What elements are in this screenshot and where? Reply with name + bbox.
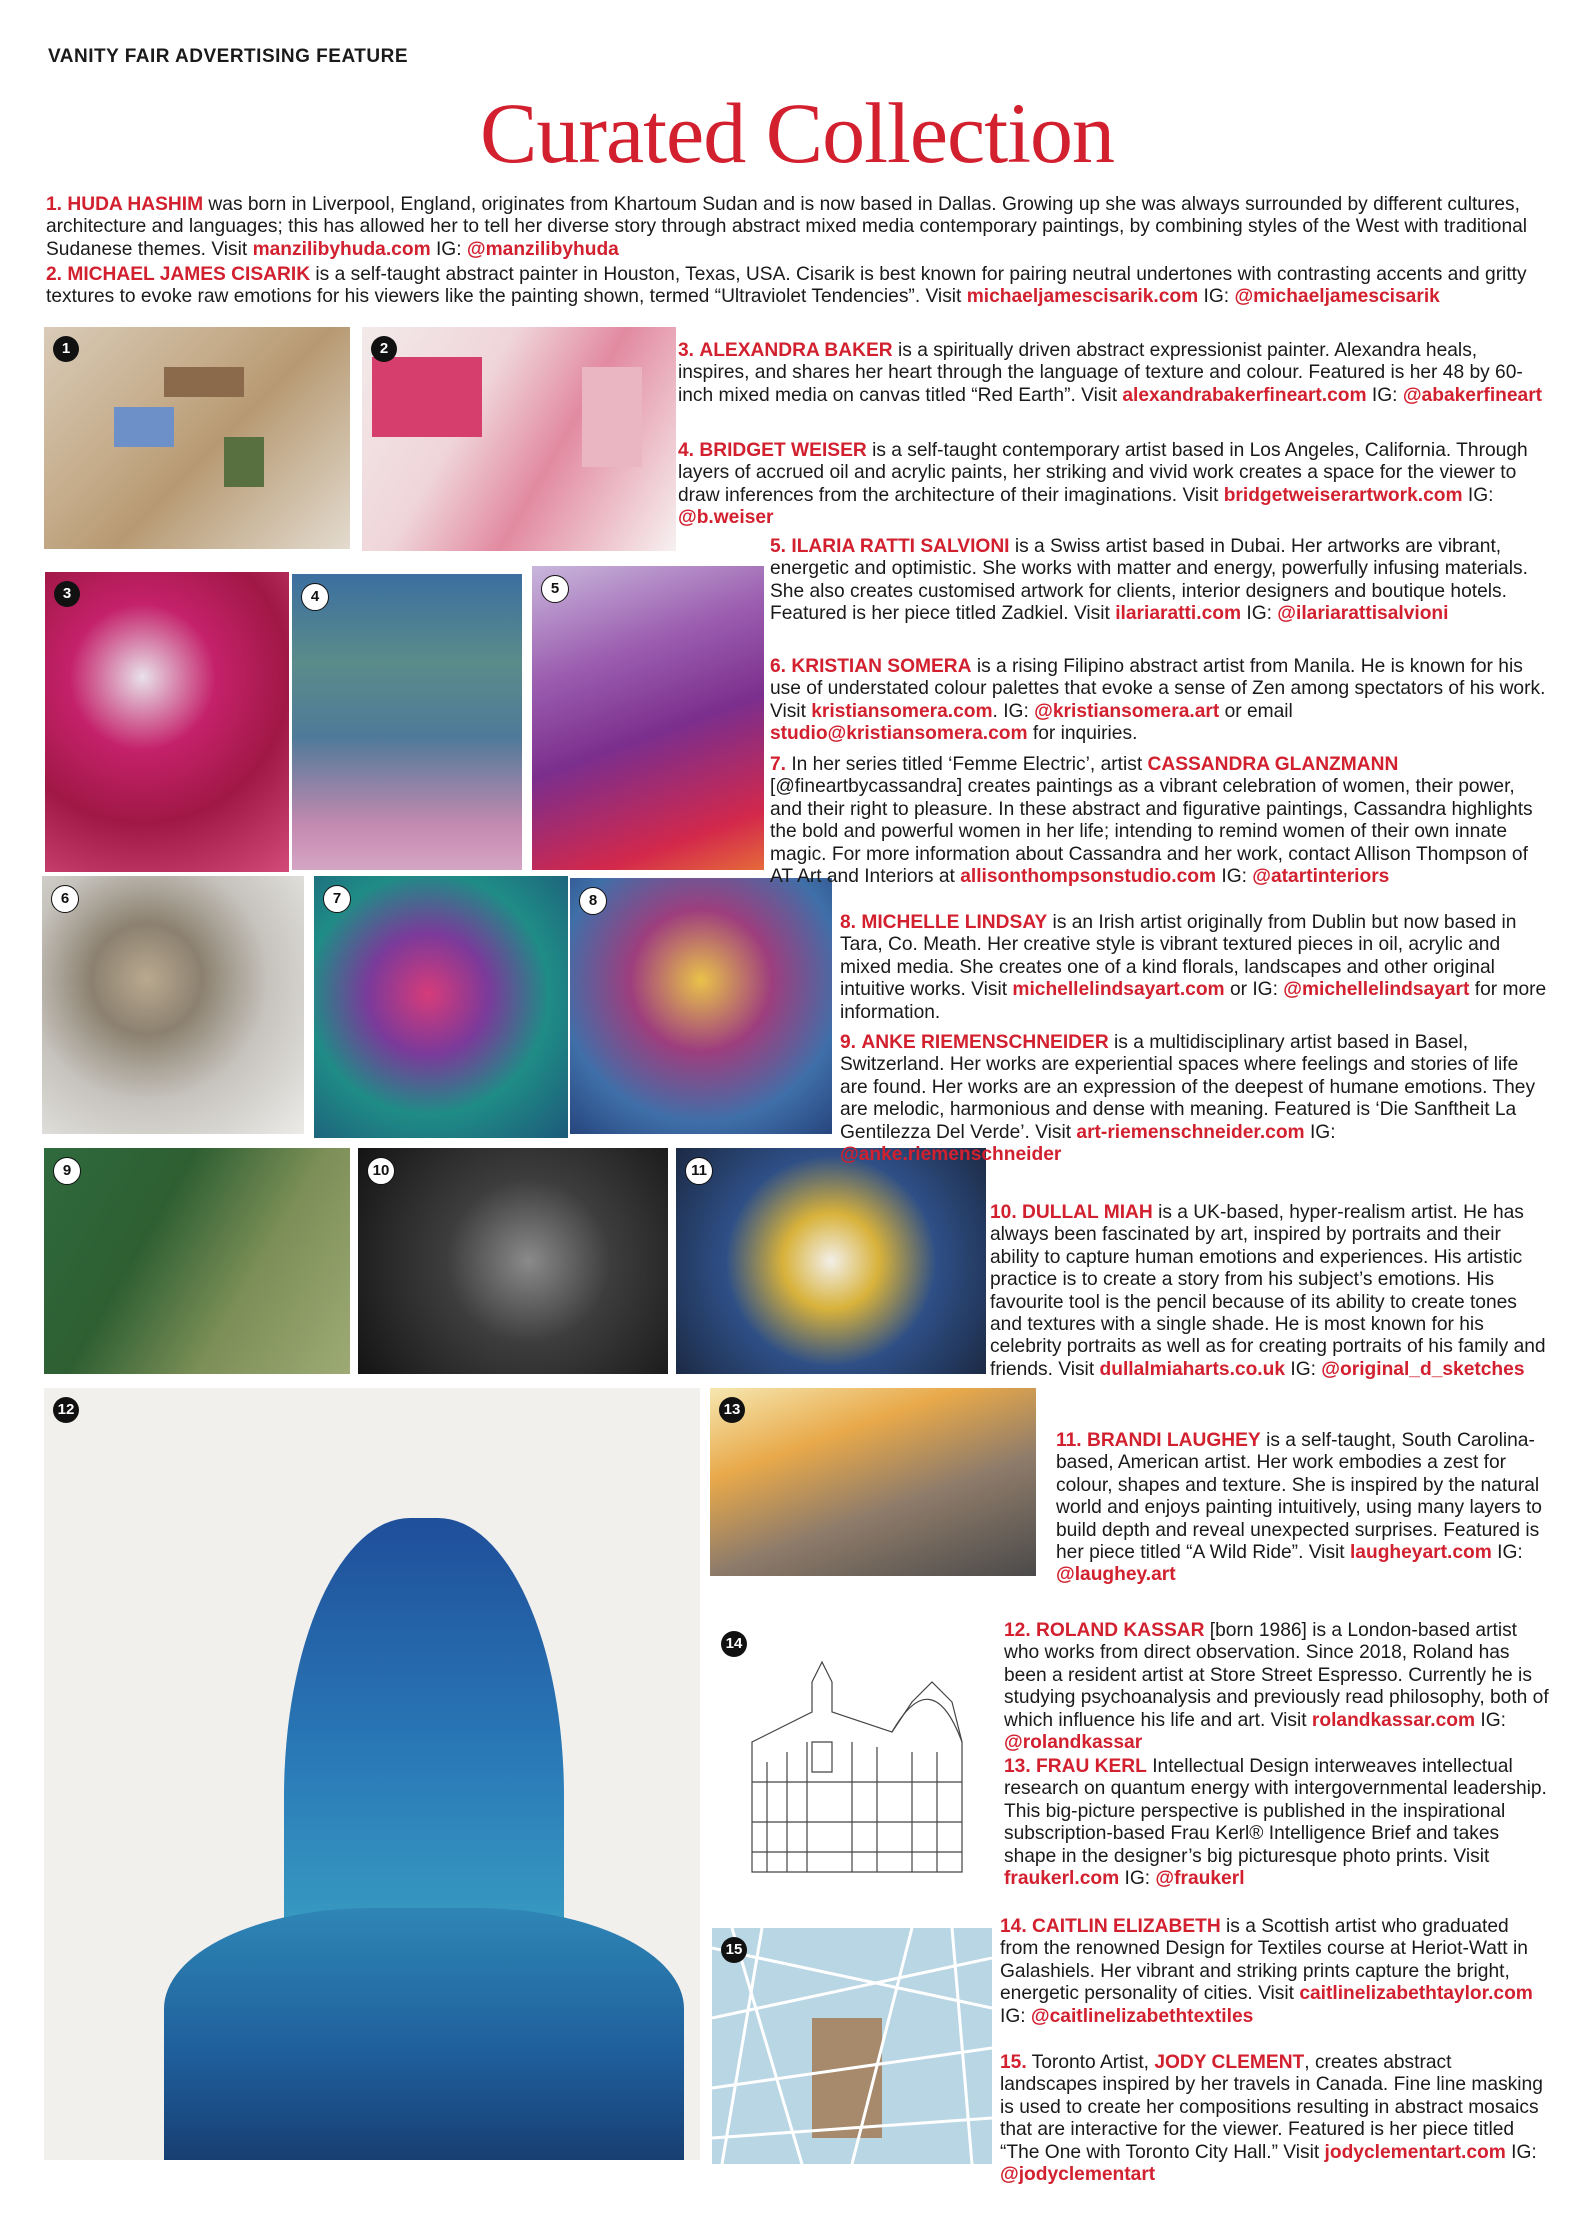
entry-4: 4. BRIDGET WEISER is a self-taught contemporary artist based in Los Angeles, California. Through layers of accrued oil and acrylic paints, her striking and vivid work creates a space for the viewer to draw inferences from the architecture of their imaginations. Visit bridgetweiserartwork.com IG: @b.weiser — [678, 440, 1528, 529]
entry-13: 13. FRAU KERL Intellectual Design interweaves intellectual research on quantum energy with intergovernmental leadership. This big-picture perspective is published in the inspirational subscription-based Frau Kerl® Intelligence Brief and takes shape in the designer’s big picturesque photo prints. Visit fraukerl.com IG: @fraukerl — [1004, 1756, 1547, 1890]
artwork-1 — [44, 327, 350, 549]
artwork-10 — [358, 1148, 668, 1374]
artwork-12 — [44, 1388, 700, 2160]
website-link[interactable]: manzilibyhuda.com — [252, 238, 431, 260]
website-link[interactable]: art-riemenschneider.com — [1076, 1121, 1305, 1143]
artwork-14 — [712, 1622, 1002, 1916]
artwork-10-badge: 10 — [367, 1157, 395, 1185]
instagram-link[interactable]: @ilariarattisalvioni — [1277, 603, 1449, 625]
artwork-3 — [45, 572, 289, 872]
artist-name: ROLAND KASSAR — [1036, 1620, 1205, 1641]
instagram-link[interactable]: @laughey.art — [1056, 1564, 1176, 1586]
artwork-8-badge: 8 — [579, 887, 607, 915]
artwork-2 — [362, 327, 676, 551]
artwork-5-badge: 5 — [541, 575, 569, 603]
entry-10: 10. DULLAL MIAH is a UK-based, hyper-realism artist. He has always been fascinated by art, inspired by portraits and their ability to capture human emotions and experiences. His artistic practice is to create a story from his subject’s emotions. His favourite tool is the pencil because of its ability to create tones and textures with a single shade. He is most known for his celebrity portraits as well as for creating portraits of his family and friends. Visit dullalmiaharts.co.uk IG: @original_d_sketches — [990, 1202, 1546, 1380]
website-link[interactable]: jodyclementart.com — [1324, 2141, 1506, 2163]
website-link[interactable]: rolandkassar.com — [1311, 1709, 1476, 1731]
artist-name: ILARIA RATTI SALVIONI — [791, 536, 1010, 557]
artist-name: HUDA HASHIM — [67, 194, 204, 215]
artwork-15-badge: 15 — [721, 1937, 747, 1963]
instagram-link[interactable]: @anke.riemenschneider — [840, 1144, 1062, 1166]
instagram-link[interactable]: @fraukerl — [1155, 1868, 1245, 1890]
mosaic-lines — [712, 1928, 992, 2164]
website-link[interactable]: laugheyart.com — [1349, 1542, 1492, 1564]
artwork-7 — [314, 876, 568, 1138]
artist-name: ANKE RIEMENSCHNEIDER — [861, 1032, 1109, 1053]
entry-7: 7. In her series titled ‘Femme Electric’, artist CASSANDRA GLANZMANN [@fineartbycassandra] creates paintings as a vibrant celebration of women, their power, and their right to pleasure. In these abstract and figurative paintings, Cassandra highlights the bold and powerful women in her life; intending to remind women of their own innate magic. For more information about Cassandra and her work, contact Allison Thompson of AT Art and Interiors at allisonthompsonstudio.com IG: @atartinteriors — [770, 754, 1533, 888]
entry-12: 12. ROLAND KASSAR [born 1986] is a London-based artist who works from direct observation. Since 2018, Roland has been a resident artist at Store Street Espresso. Currently he is studying psychoanalysis and previously read philosophy, both of which influence his life and art. Visit rolandkassar.com IG: @rolandkassar — [1004, 1620, 1549, 1754]
instagram-link[interactable]: @original_d_sketches — [1321, 1358, 1525, 1380]
instagram-link[interactable]: @abakerfineart — [1402, 384, 1543, 406]
website-link[interactable]: alexandrabakerfineart.com — [1122, 384, 1367, 406]
artwork-8 — [570, 878, 832, 1134]
entry-6: 6. KRISTIAN SOMERA is a rising Filipino abstract artist from Manila. He is known for his use of understated colour palettes that evoke a sense of Zen among spectators of his work. Visit kristiansomera.com. IG: @kristiansomera.art or email studio@kristiansomera.com for inquiries. — [770, 656, 1546, 745]
entry-8: 8. MICHELLE LINDSAY is an Irish artist originally from Dublin but now based in Tara, Co. Meath. Her creative style is vibrant textured pieces in oil, acrylic and mixed media. She creates one of a kind florals, landscapes and other original intuitive works. Visit michellelindsayart.com or IG: @michellelindsayart for more information. — [840, 912, 1547, 1023]
entry-11: 11. BRANDI LAUGHEY is a self-taught, South Carolina-based, American artist. Her work embodies a zest for colour, shapes and texture. She is inspired by the natural world and enjoys painting intuitively, using many layers to build depth and reveal unexpected surprises. Featured is her piece titled “A Wild Ride”. Visit laugheyart.com IG: @laughey.art — [1056, 1430, 1542, 1586]
artist-name: KRISTIAN SOMERA — [791, 656, 972, 677]
entry-1: 1. HUDA HASHIM was born in Liverpool, England, originates from Khartoum Sudan and is now based in Dallas. Growing up she was always surrounded by different cultures, architecture and languages; this has allowed her to tell her diverse story through abstract mixed media contemporary paintings, by combining styles of the West with traditional Sudanese themes. Visit manzilibyhuda.com IG: @manzilibyhuda — [46, 194, 1528, 260]
artwork-6-badge: 6 — [51, 885, 79, 913]
entry-14: 14. CAITLIN ELIZABETH is a Scottish artist who graduated from the renowned Design for Textiles course at Heriot-Watt in Galashiels. Her vibrant and striking prints capture the bright, energetic personality of cities. Visit caitlinelizabethtaylor.com IG: @caitlinelizabethtextiles — [1000, 1916, 1533, 2027]
artwork-13-badge: 13 — [719, 1397, 745, 1423]
artist-name: MICHELLE LINDSAY — [861, 912, 1048, 933]
website-link[interactable]: kristiansomera.com — [811, 700, 993, 722]
website-link[interactable]: michaeljamescisarik.com — [966, 286, 1199, 308]
artwork-7-badge: 7 — [323, 885, 351, 913]
instagram-link[interactable]: @rolandkassar — [1004, 1732, 1143, 1754]
artwork-13 — [710, 1388, 1036, 1576]
instagram-link[interactable]: @caitlinelizabethtextiles — [1030, 2005, 1254, 2027]
entry-3: 3. ALEXANDRA BAKER is a spiritually driven abstract expressionist painter. Alexandra heals, inspires, and shares her heart through the language of texture and colour. Featured is her 48 by 60-inch mixed media on canvas titled “Red Earth”. Visit alexandrabakerfineart.com IG: @abakerfineart — [678, 340, 1543, 406]
artwork-14-badge: 14 — [721, 1631, 747, 1657]
instagram-link[interactable]: @jodyclementart — [1000, 2164, 1156, 2186]
artwork-12-badge: 12 — [53, 1397, 79, 1423]
website-link[interactable]: dullalmiaharts.co.uk — [1099, 1358, 1286, 1380]
instagram-link[interactable]: @kristiansomera.art — [1034, 700, 1220, 722]
instagram-link[interactable]: @michellelindsayart — [1283, 979, 1470, 1001]
artwork-4 — [292, 574, 522, 870]
website-link[interactable]: caitlinelizabethtaylor.com — [1299, 1983, 1533, 2005]
website-link[interactable]: allisonthompsonstudio.com — [960, 866, 1217, 888]
website-link[interactable]: michellelindsayart.com — [1012, 979, 1225, 1001]
page-title: Curated Collection — [479, 85, 1114, 181]
instagram-link[interactable]: @manzilibyhuda — [466, 238, 619, 260]
artwork-5 — [532, 566, 764, 870]
email-link[interactable]: studio@kristiansomera.com — [770, 723, 1028, 745]
artist-name: DULLAL MIAH — [1022, 1202, 1153, 1223]
cathedral-sketch — [712, 1622, 1002, 1916]
instagram-link[interactable]: @michaeljamescisarik — [1234, 286, 1440, 308]
artist-name: BRANDI LAUGHEY — [1086, 1430, 1261, 1451]
entry-9: 9. ANKE RIEMENSCHNEIDER is a multidisciplinary artist based in Basel, Switzerland. Her works are experiential spaces where feelings and stories of life are found. Her works are an expression of the deepest of humane emotions. They are melodic, harmonious and dense with meaning. Featured is ‘Die Sanftheit La Gentilezza Del Verde’. Visit art-riemenschneider.com IG: @anke.riemenschneider — [840, 1032, 1536, 1166]
artwork-1-badge: 1 — [53, 336, 79, 362]
artist-name: FRAU KERL — [1036, 1756, 1147, 1777]
artist-name: JODY CLEMENT — [1154, 2052, 1305, 2073]
artwork-11-badge: 11 — [685, 1157, 713, 1185]
artist-name: CAITLIN ELIZABETH — [1032, 1916, 1221, 1937]
artwork-11 — [676, 1148, 986, 1374]
artist-name: ALEXANDRA BAKER — [699, 340, 893, 361]
artist-name: MICHAEL JAMES CISARIK — [67, 264, 311, 285]
entry-2: 2. MICHAEL JAMES CISARIK is a self-taught abstract painter in Houston, Texas, USA. Cisarik is best known for pairing neutral undertones with contrasting accents and gritty textures to evoke raw emotions for his viewers like the painting shown, termed “Ultraviolet Tendencies”. Visit michaeljamescisarik.com IG: @michaeljamescisarik — [46, 264, 1527, 308]
section-kicker: VANITY FAIR ADVERTISING FEATURE — [48, 46, 408, 67]
artwork-6 — [42, 876, 304, 1134]
artwork-15 — [712, 1928, 992, 2164]
artwork-3-badge: 3 — [54, 581, 80, 607]
artist-name: CASSANDRA GLANZMANN — [1147, 754, 1399, 775]
website-link[interactable]: ilariaratti.com — [1115, 603, 1242, 625]
artist-name: BRIDGET WEISER — [699, 440, 867, 461]
website-link[interactable]: bridgetweiserartwork.com — [1223, 484, 1463, 506]
entry-5: 5. ILARIA RATTI SALVIONI is a Swiss artist based in Dubai. Her artworks are vibrant, energetic and optimistic. She works with matter and energy, powerfully infusing materials. She also creates customised artwork for clients, interior designers and boutique hotels. Featured is her piece titled Zadkiel. Visit ilariaratti.com IG: @ilariarattisalvioni — [770, 536, 1528, 625]
instagram-link[interactable]: @b.weiser — [678, 507, 774, 529]
artwork-9 — [44, 1148, 350, 1374]
artwork-4-badge: 4 — [301, 583, 329, 611]
website-link[interactable]: fraukerl.com — [1004, 1868, 1120, 1890]
instagram-link[interactable]: @atartinteriors — [1252, 866, 1390, 888]
entry-15: 15. Toronto Artist, JODY CLEMENT, creates abstract landscapes inspired by her travels in Canada. Fine line masking is used to create her compositions resulting in abstract mosaics that are interactive for the viewer. Featured is her piece titled “The One with Toronto City Hall.” Visit jodyclementart.com IG: @jodyclementart — [1000, 2052, 1543, 2186]
artwork-2-badge: 2 — [371, 336, 397, 362]
artwork-9-badge: 9 — [53, 1157, 81, 1185]
